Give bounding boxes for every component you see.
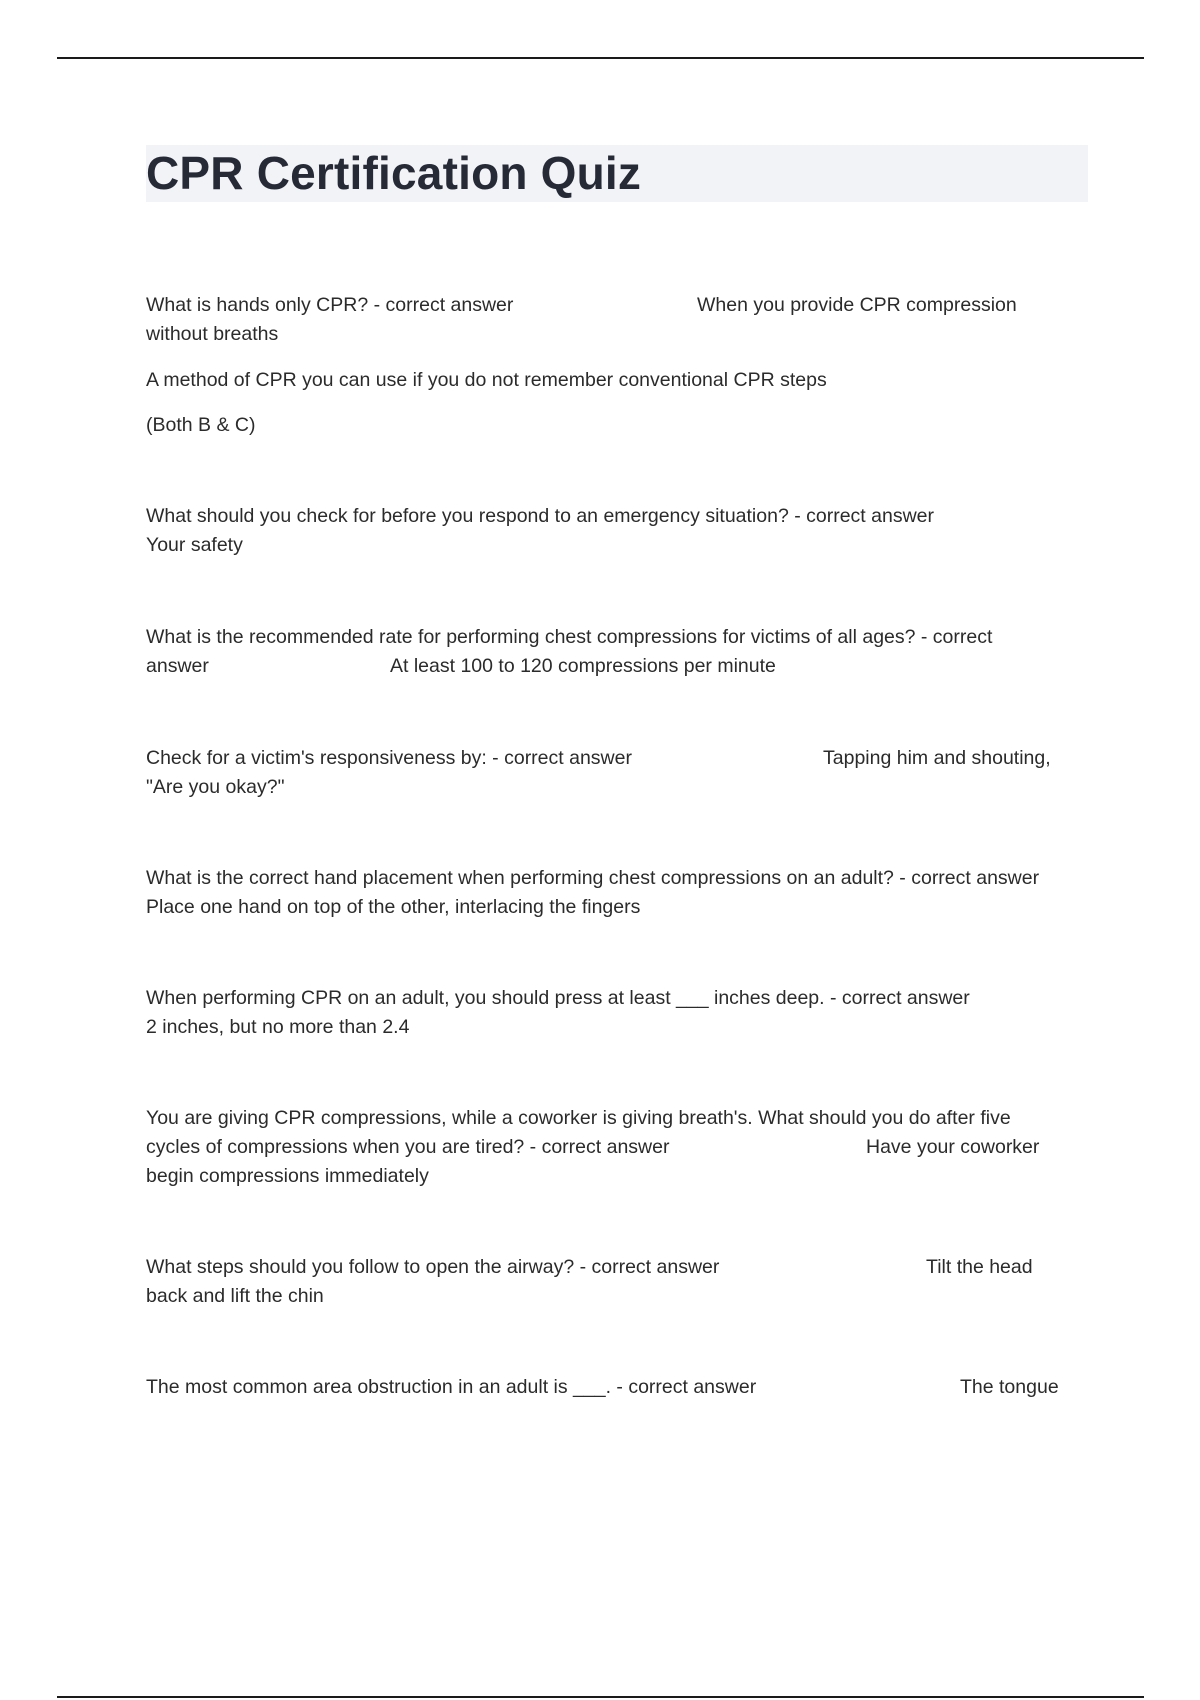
text-line — [146, 744, 1088, 773]
text-line — [146, 411, 1088, 440]
quiz-item — [146, 291, 1088, 349]
answer-text: Your safety — [146, 534, 243, 556]
text-line — [146, 1013, 1088, 1042]
answer-text: 2 inches, but no more than 2.4 — [146, 1016, 410, 1038]
question-text: You are giving CPR compressions, while a coworker is giving breath's. What should you do after five — [146, 1107, 1011, 1129]
answer-text: "Are you okay?" — [146, 776, 285, 798]
text-line — [146, 1253, 1088, 1282]
text-line — [146, 531, 1088, 560]
answer-text: A method of CPR you can use if you do not remember conventional CPR steps — [146, 369, 827, 391]
top-rule — [57, 57, 1144, 59]
question-text: answer — [146, 655, 209, 677]
quiz-item — [146, 984, 1088, 1042]
question-text: The most common area obstruction in an adult is ___. - correct answer — [146, 1376, 757, 1398]
question-text: What is the recommended rate for performing chest compressions for victims of all ages? - correct — [146, 626, 993, 648]
answer-text: At least 100 to 120 compressions per minute — [390, 655, 776, 677]
answer-text: When you provide CPR compression — [697, 294, 1017, 316]
answer-text: without breaths — [146, 323, 279, 345]
quiz-item — [146, 864, 1088, 922]
quiz-item — [146, 411, 1088, 440]
question-text: What is hands only CPR? - correct answer — [146, 294, 514, 316]
text-line — [146, 1162, 1088, 1191]
answer-text: Place one hand on top of the other, interlacing the fingers — [146, 896, 641, 918]
bottom-rule — [57, 1696, 1144, 1698]
text-line — [146, 291, 1088, 320]
question-text: What is the correct hand placement when performing chest compressions on an adult? - correct answer — [146, 867, 1040, 889]
question-text: Check for a victim's responsiveness by: - correct answer — [146, 747, 632, 769]
answer-text: begin compressions immediately — [146, 1165, 429, 1187]
quiz-item — [146, 1253, 1088, 1311]
question-text: cycles of compressions when you are tired? - correct answer — [146, 1136, 670, 1158]
text-line — [146, 1104, 1088, 1133]
text-line — [146, 502, 1088, 531]
text-line — [146, 1133, 1088, 1162]
question-text: When performing CPR on an adult, you should press at least ___ inches deep. - correct answer — [146, 987, 970, 1009]
answer-text: Have your coworker — [866, 1136, 1040, 1158]
text-line — [146, 773, 1088, 802]
quiz-item — [146, 502, 1088, 560]
quiz-item — [146, 1104, 1088, 1191]
page-title: CPR Certification Quiz — [146, 147, 642, 199]
text-line — [146, 623, 1088, 652]
text-line — [146, 1373, 1088, 1402]
answer-text: (Both B & C) — [146, 414, 256, 436]
text-line — [146, 320, 1088, 349]
quiz-item — [146, 1373, 1088, 1402]
quiz-item — [146, 623, 1088, 681]
question-text: What steps should you follow to open the airway? - correct answer — [146, 1256, 720, 1278]
answer-text: Tapping him and shouting, — [823, 747, 1051, 769]
text-line — [146, 1282, 1088, 1311]
text-line — [146, 893, 1088, 922]
answer-text: Tilt the head — [926, 1256, 1033, 1278]
text-line — [146, 366, 1088, 395]
answer-text: The tongue — [960, 1376, 1059, 1398]
quiz-item — [146, 744, 1088, 802]
quiz-item — [146, 366, 1088, 395]
text-line — [146, 652, 1088, 681]
answer-text: back and lift the chin — [146, 1285, 324, 1307]
question-text: What should you check for before you respond to an emergency situation? - correct answer — [146, 505, 934, 527]
text-line — [146, 864, 1088, 893]
text-line — [146, 984, 1088, 1013]
